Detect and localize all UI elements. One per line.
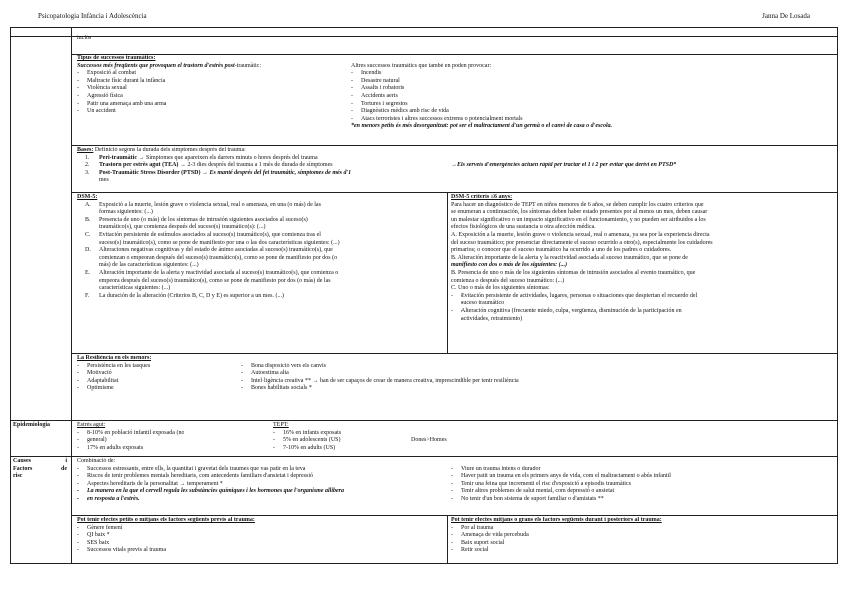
list-item (77, 247, 443, 270)
row-divider (11, 420, 837, 421)
dsm5-title: DSM-5: (77, 194, 98, 200)
item-letter: A. (85, 201, 91, 208)
item-number: 3. (85, 169, 90, 176)
item-line: - suceso traumático (461, 300, 835, 308)
list-item: - Motivació (77, 370, 151, 378)
row-divider (11, 36, 837, 37)
trauma-common-list (77, 70, 261, 116)
item-letter: F. (85, 292, 90, 299)
item-number: 2. (85, 162, 90, 169)
list-item: - No tenir d'un bon sistema de suport familiar o d'amistats ** (451, 496, 671, 504)
label-word: Factors (13, 465, 33, 472)
list-item (77, 232, 443, 247)
list-item: - 8-10% en població infantil exposada (no (77, 430, 184, 438)
item-name: Trastorn per estrès agut (TEA) (99, 162, 179, 169)
pre-trauma-title: Pot tenir efectes petits o mitjans els factors següents previs al trauma: (77, 517, 255, 523)
item-desc: Es manté després del fet traumàtic, símptomes de més d'1 (208, 169, 352, 176)
top-continuation: inclòs (77, 35, 92, 41)
bases-section (77, 147, 351, 185)
resilience-section (77, 355, 151, 393)
trauma-subtitle: Successos més freqüents que provoquen el trastorn d'estrès post (77, 62, 235, 69)
bases-arrow-note (451, 162, 676, 170)
bases-intro: Definició segons la durada dels símptomes després del trauma: (93, 147, 246, 153)
resilience-title: La Resiliència en els menors: (77, 355, 152, 361)
item-line: La duración de la alteración (Criterios B, C, D y E) es superior a un mes. (...) (99, 292, 284, 299)
trauma-subtitle-end: -traumàtic: (234, 62, 262, 69)
dsm5-kids-section (451, 194, 835, 323)
list-item: - 17% en adults exposats (77, 445, 184, 453)
epidemiology-label: Epidemiologia (13, 422, 51, 428)
item-name: Peri-traumàtic (99, 154, 137, 161)
list-item: - Exposició al combat (77, 70, 261, 78)
item-letter: D. (85, 247, 91, 254)
text-line: B. Presencia de uno o más de los siguientes síntomas de intrusión asociados al evento traumático, que (451, 269, 696, 276)
list-item: - Diagnòstics mèdics amb risc de vida (351, 108, 612, 116)
arrow-icon: → (179, 162, 186, 169)
list-item: - Patir una amenaça amb una arma (77, 101, 261, 109)
list-item: - Autoestima alta (241, 370, 519, 378)
resilience-right-list (241, 363, 519, 393)
list-item: - Baix suport social (451, 540, 662, 548)
causes-title: Combinació de: (77, 458, 116, 464)
item-line: empeora después del suceso(s) traumático(s), como se pone de manifiesto por dos (o más) de las (99, 277, 331, 284)
list-item: - Maltracte físic durant la infància (77, 78, 261, 86)
list-item: - Un accident (77, 108, 261, 116)
list-item: - SES baix (77, 540, 255, 548)
list-item: - Bones habilitats socials * (241, 385, 519, 393)
bases-title: Bases: (77, 147, 94, 153)
item-number: 1. (85, 154, 90, 161)
list-item: - La manera en la que el cervell regula les substàncies químiques i les hormones que l'organisme allibera (77, 488, 445, 496)
text-line: C. Uno o más de los siguientes síntomas: (451, 285, 550, 292)
item-line: Exposició a la muerte, lesión grave o violencia sexual, real o amenaza, en una (o más) de las (99, 201, 321, 208)
item-desc: 2-3 dies després del trauma a 1 mès de durada de símptomes (185, 162, 333, 169)
arrow-icon: → (202, 169, 208, 176)
dsm5-list (77, 202, 443, 301)
post-trauma-list (451, 525, 662, 555)
list-item: - Violència sexual (77, 85, 261, 93)
list-item-cont: - en resposta a l'estrès. (77, 496, 445, 504)
label-word: Causes (13, 458, 32, 464)
text-line: se enumeran a continuación, los síntomas deben haber estado presentes por al menos un mes, deben causar (451, 209, 708, 216)
label-word: i (65, 458, 67, 464)
list-item: - Por al trauma (451, 525, 662, 533)
item-line: comienzan o empeoran después del suceso(s) traumático(s), como se pone de manifiesto por dos (o (99, 254, 338, 261)
item-desc: Símptomes que apareixen els darrers minuts o hores després del trauma (144, 154, 318, 161)
header-right: Janna De Losada (762, 12, 810, 20)
item-line: formas siguientes: (...) (99, 209, 153, 216)
list-item (77, 270, 443, 293)
dsm5-kids-list (451, 293, 835, 323)
item-letter: C. (85, 231, 91, 238)
list-item (77, 162, 351, 170)
list-item: - Adaptabilitat (77, 378, 151, 386)
trauma-other (351, 63, 612, 131)
list-item: - Accidents aeris (351, 93, 612, 101)
epi-acute-title: Estrès agut: (77, 422, 106, 428)
row-divider (11, 456, 837, 457)
epi-ptsd-title: TEPT: (273, 422, 289, 428)
notes-table (10, 27, 838, 564)
item-line: suceso(s) traumático(s), como se pone de manifiesto por una o las dos características siguientes: (...) (99, 239, 340, 246)
item-line: Evitación persistente de estímulos asociados al suceso(s) traumático(s), que comienza tras el (99, 231, 321, 238)
item-letter: E. (85, 269, 91, 276)
label-word: risc (13, 473, 23, 480)
row-divider (71, 192, 837, 193)
column-divider (447, 515, 448, 563)
list-item: - Riscos de tenir problemes mentals hereditaris, com antecedents familiars d'ansietat i depressió (77, 473, 445, 481)
list-item: - Aspectes hereditaris de la personalitat → temperament * (77, 481, 445, 489)
list-item: - 16% en infants exposats (273, 430, 341, 438)
text-line: comienza o después del suceso traumático: (...) (451, 277, 565, 284)
resilience-right (241, 363, 519, 393)
list-item: - Tenir altres problemes de salut mental, com depressió o ansietat (451, 488, 671, 496)
text-line: B. Alteración importante de la alerta y la reactividad asociada al suceso traumático, que se pone de (451, 254, 688, 261)
epi-extra: Dones>Homes (411, 437, 447, 443)
list-item (451, 308, 835, 323)
row-divider (71, 515, 837, 516)
list-item: - 7-10% en adults (US) (273, 445, 341, 453)
label-word: de (61, 465, 67, 472)
list-item: - Assalts i robatoris (351, 85, 612, 93)
text-line: Para hacer un diagnóstico de TEPT en niños menores de 6 años, se deben cumplir los cuatro criterios que (451, 201, 704, 208)
item-cont: mes (99, 177, 109, 184)
list-item: - Bona disposició vers els canvis (241, 363, 519, 371)
trauma-other-title: Altres successos traumàtics que també en poden provocar: (351, 62, 492, 69)
list-item (77, 217, 443, 232)
list-item: - Viure un trauma intens o durador (451, 466, 671, 474)
text-line: efectos fisiológicos de una sustancia u otra afección médica. (451, 224, 596, 231)
list-item: - Persistència en les tasques (77, 363, 151, 371)
list-item (77, 202, 443, 217)
item-line: más) de las características siguientes: (...) (99, 262, 199, 269)
text-line: A. Exposición a la muerte, lesión grave o violencia sexual, real o amenaza, ya sea por la experiencia directa (451, 231, 710, 238)
list-item (77, 293, 443, 301)
item-line: Alteraciones negativas cognitivas y del estado de ánimo asociadas al suceso(s) traumático(s), que (99, 247, 333, 254)
trauma-note: *en menors petits és més desorganitzat: pot ser el maltractament d'un germà o el canvi de casa o d'escola. (351, 123, 613, 130)
list-item: - Tenir una feina que incrementi el risc d'exposició a episodis traumàtics (451, 481, 671, 489)
list-item-cont: - general) (77, 437, 184, 445)
list-item: - Amenaça de vida percebuda (451, 532, 662, 540)
trauma-other-list (351, 70, 612, 123)
list-item (77, 170, 351, 178)
row-divider (71, 145, 837, 146)
text-line: primarios; o conocer que el suceso traumático ha ocurrido a uno de los padres o cuidadores. (451, 247, 672, 254)
list-item: - Incendis (351, 70, 612, 78)
list-item: - Retir social (451, 547, 662, 555)
trauma-title: Tipus de successos traumàtics: (77, 55, 156, 61)
list-item: - Haver patit un trauma en els primers anys de vida, com el maltractament o abús infantil (451, 473, 671, 481)
causes-left (77, 458, 445, 504)
item-line: traumático(s), que comienza después del suceso(s) traumático(s): (...) (99, 224, 266, 231)
list-item: - Optimisme (77, 385, 151, 393)
row-divider (71, 353, 837, 354)
epi-ptsd (273, 422, 341, 452)
pre-trauma-list (77, 525, 255, 555)
column-divider (447, 192, 448, 353)
list-item: - Agressió física (77, 93, 261, 101)
item-line: - - Alteración cognitiva (frecuente miedo, culpa, vergüenza, disminución de la participación en (461, 308, 835, 316)
text-line: un malestar significativo o un impacto significativo en el funcionamiento, y no pueden ser atribuidos a los (451, 216, 706, 223)
item-letter: B. (85, 216, 91, 223)
list-item: - Successos estressants, entre ells, la quantitat i gravetat dels traumes que vas patir en la teva (77, 466, 445, 474)
list-item (451, 293, 835, 308)
dsm5-kids-title: DSM-5 criteris ≤6 anys: (451, 194, 513, 200)
item-line: - - Evitación persistente de actividades, lugares, personas o situaciones que despiertan el recuerdo del (461, 293, 835, 301)
epi-acute-list (77, 430, 184, 453)
arrow-icon: → (138, 154, 145, 161)
item-line: Presencia de uno (o más) de los síntomas de intrusión siguientes asociados al suceso(s) (99, 216, 308, 223)
post-trauma-factors (451, 517, 662, 555)
list-item: - QI baix * (77, 532, 255, 540)
bases-list (77, 155, 351, 185)
causes-right-list (451, 466, 671, 504)
arrow-icon: → (451, 162, 457, 168)
epi-ptsd-list (273, 430, 341, 453)
epi-acute (77, 422, 184, 452)
list-item: - Gènere femení (77, 525, 255, 533)
list-item: - 5% en adolescents (US) (273, 437, 341, 445)
list-item: - Atacs terroristes i altres successos extrems o potencialment mortals (351, 116, 612, 124)
pre-trauma-factors (77, 517, 255, 555)
item-line: - actividades, retraimiento) (461, 316, 835, 324)
post-trauma-title: Pot tenir efectes mitjans o grans els factors següents durant i posteriors al trauma: (451, 517, 662, 523)
item-line: Alteración importante de la alerta y reactividad asociada al suceso(s) traumático(s), que comienza o (99, 269, 339, 276)
list-item: - Intel·ligència creativa ** → han de ser capaços de crear de manera creativa, imprescindible per tenir resiliència (241, 378, 519, 386)
trauma-section (77, 55, 261, 116)
resilience-left-list (77, 363, 151, 393)
item-line: características siguientes: (...) (99, 285, 171, 292)
list-item: - Tortures i segrestos (351, 101, 612, 109)
list-item: - Successos vitals previs al trauma (77, 547, 255, 555)
header-left: Psicopatologia Infància i Adolescència (38, 12, 147, 20)
list-item-cont (77, 177, 351, 185)
item-name: Post-Traumàtic Stress Disorder (PTSD) (99, 169, 201, 176)
text-line: del suceso traumático; por presenciar directamente el suceso ocurrido a otro(s), especialmente los cuidadores (451, 239, 713, 246)
causes-right (451, 466, 671, 504)
dsm5-section (77, 194, 443, 300)
arrow-note: Els serveis d'emergències actuen ràpid per tractar el 1 i 2 per evitar que derivi en PTSD* (457, 162, 677, 168)
column-divider (71, 28, 72, 563)
text-line: manifiesto con dos o más de los siguientes: (...) (451, 262, 568, 269)
list-item: - Desastre natural (351, 78, 612, 86)
causes-left-list (77, 466, 445, 504)
causes-label (13, 458, 67, 481)
